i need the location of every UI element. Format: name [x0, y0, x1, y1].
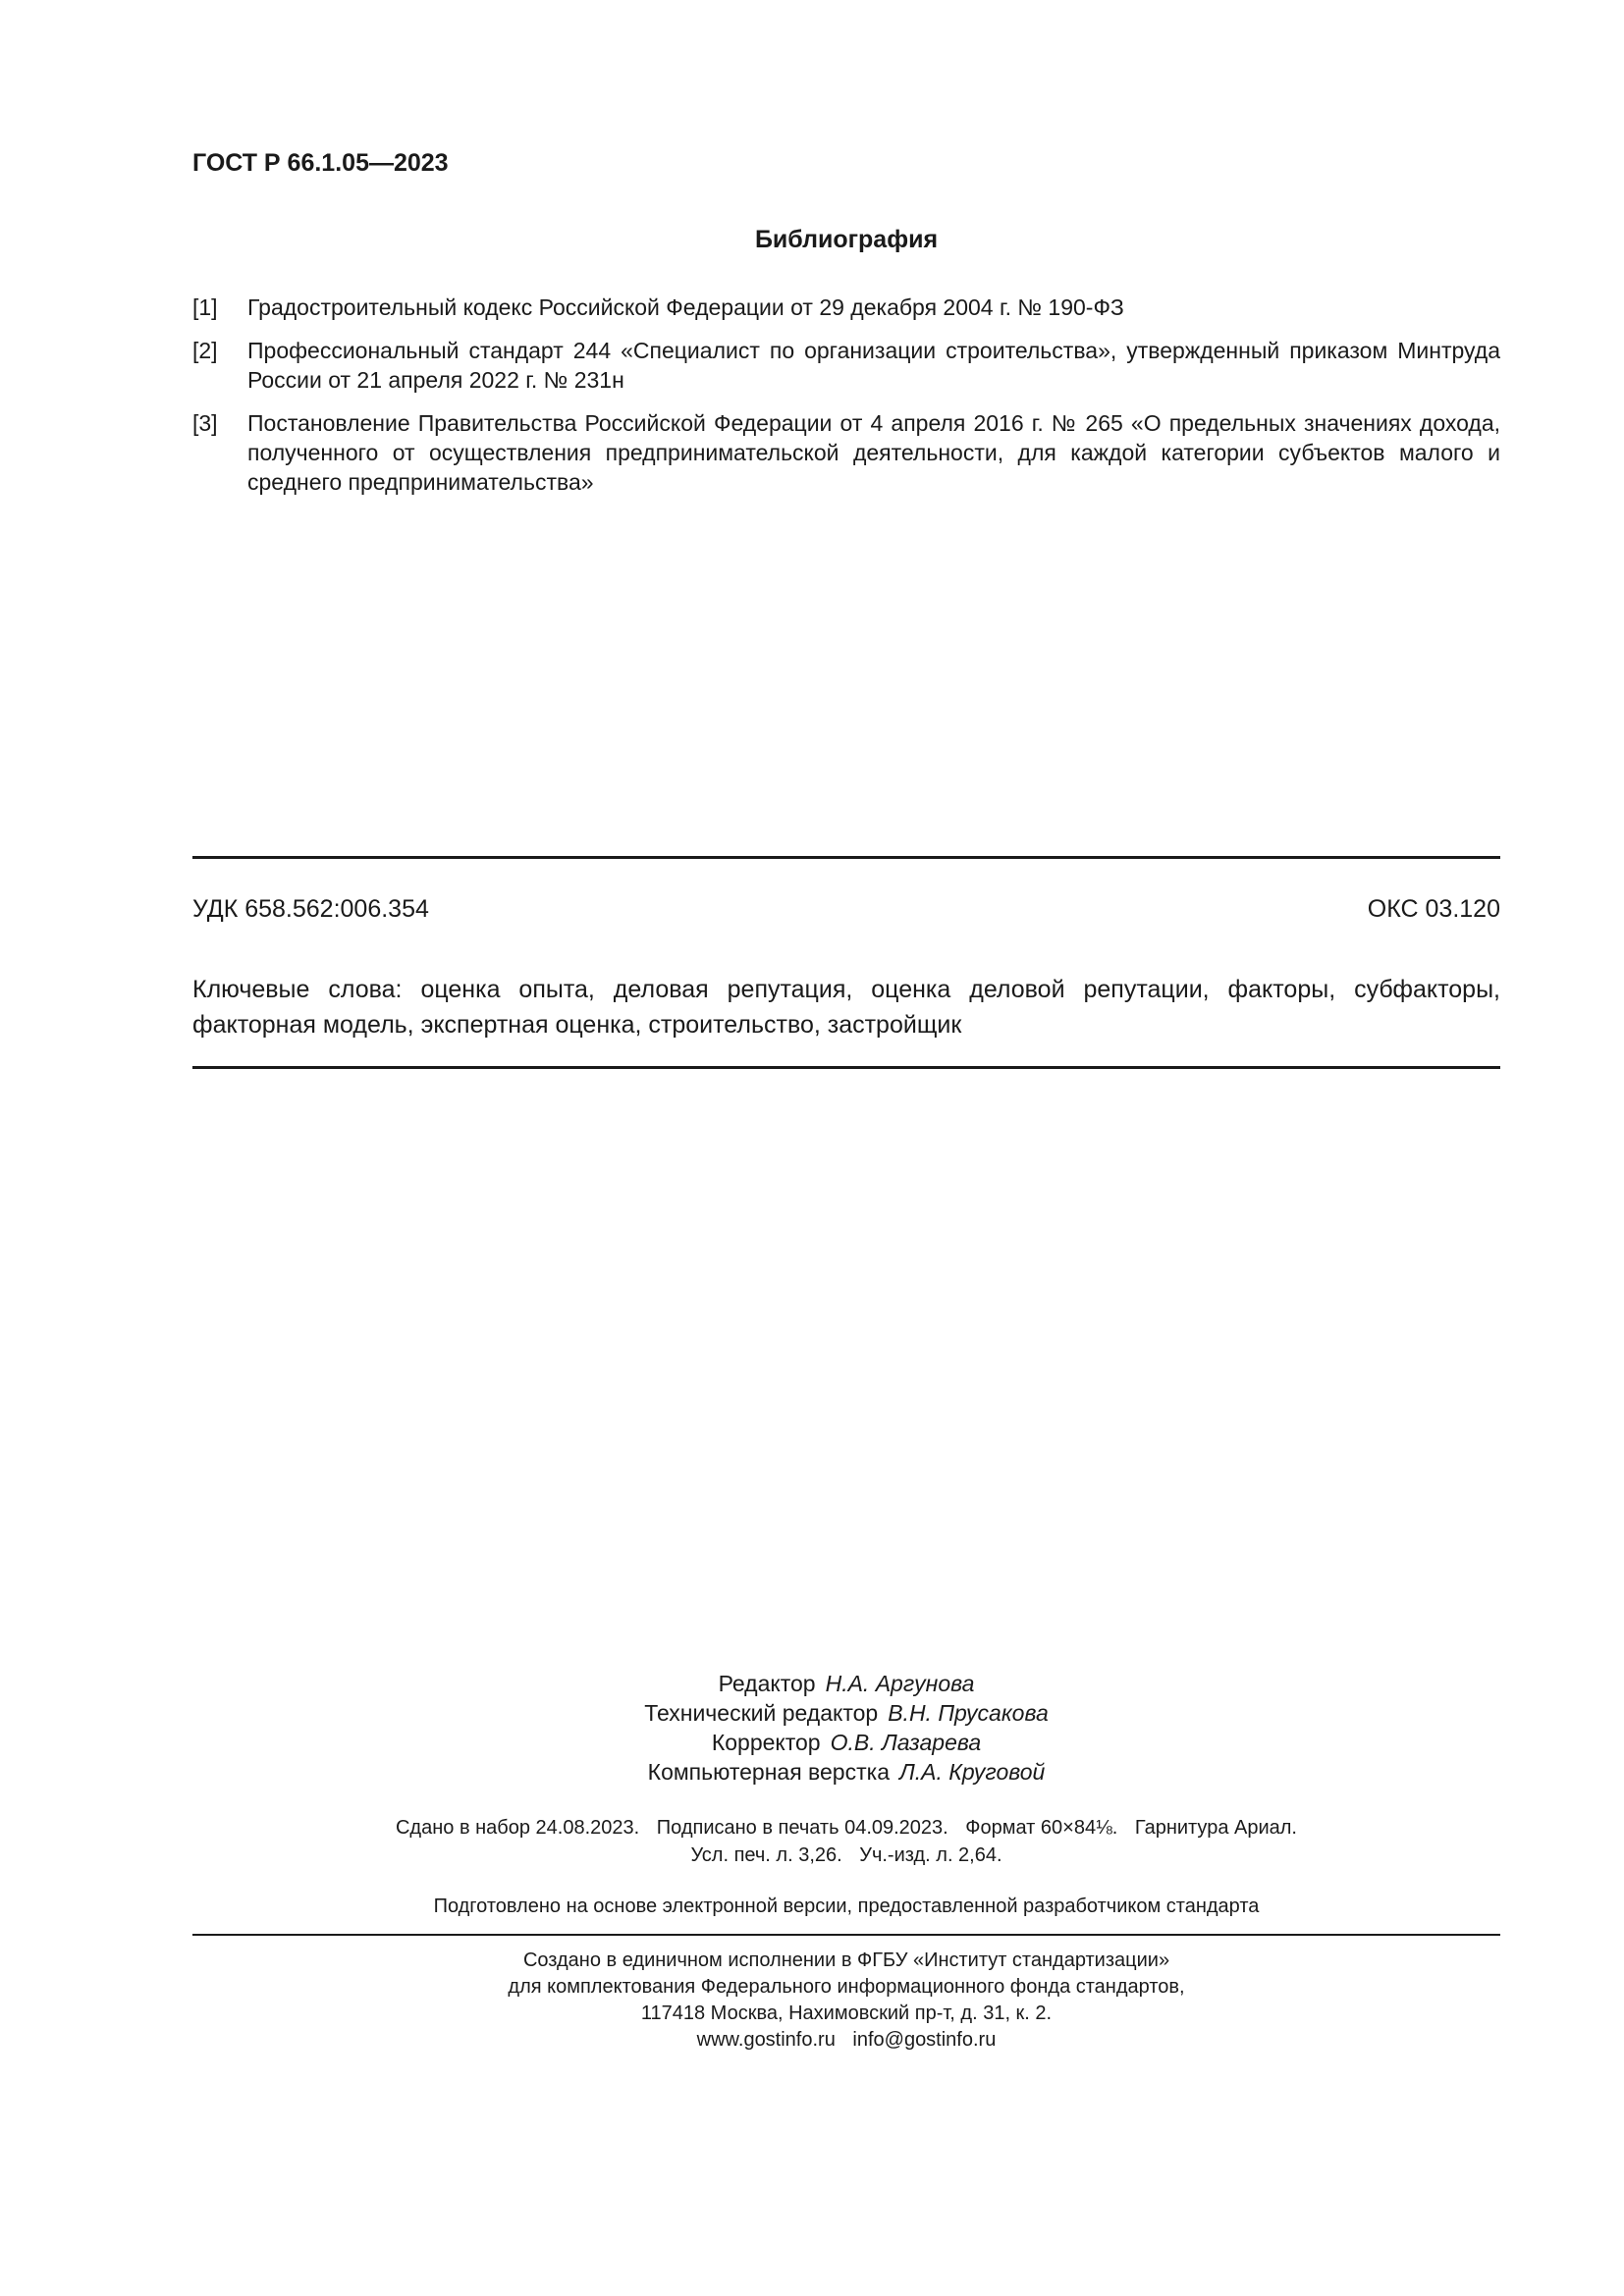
- editorial-credits: [192, 1669, 1500, 1787]
- publisher-info: [192, 1948, 1500, 2054]
- bibliography-item-number: [3]: [192, 410, 218, 436]
- bibliography-title: Библиография: [754, 226, 939, 253]
- print-info-line: [192, 1842, 1500, 1869]
- publisher-line: для комплектования Федерального информационного фонда стандартов,: [508, 1976, 1185, 1998]
- publisher-contacts: [192, 2027, 1500, 2054]
- print-info: [192, 1814, 1500, 1869]
- bibliography-item-number: [2]: [192, 338, 218, 363]
- website-link[interactable]: www.gostinfo.ru: [696, 2029, 836, 2051]
- print-date: Подписано в печать 04.09.2023.: [656, 1817, 948, 1839]
- credit-name: О.В. Лазарева: [830, 1730, 982, 1755]
- oks-code: ОКС 03.120: [1367, 895, 1500, 923]
- bibliography-item-number: [1]: [192, 294, 218, 320]
- bibliography-item-text: Градостроительный кодекс Российской Федерации от 29 декабря 2004 г. № 190-ФЗ: [247, 294, 1124, 320]
- paper-format: Формат 60×84⅛.: [965, 1817, 1118, 1839]
- credit-proofreader: [192, 1728, 1500, 1757]
- bibliography-item: [192, 336, 1500, 395]
- publisher-line: Создано в единичном исполнении в ФГБУ «Институт стандартизации»: [522, 1949, 1170, 1971]
- prepared-note: Подготовлено на основе электронной версии, предоставленной разработчиком стандарта: [433, 1896, 1260, 1917]
- typeface: Гарнитура Ариал.: [1134, 1817, 1297, 1839]
- credit-editor: [192, 1669, 1500, 1698]
- credit-name: В.Н. Прусакова: [888, 1700, 1049, 1726]
- divider-top: [192, 856, 1500, 859]
- bibliography-item: [192, 293, 1500, 322]
- bibliography-item-text: Профессиональный стандарт 244 «Специалист по организации строительства», утвержденный приказом Минтруда России от 21 апреля 2022 г. № 231н: [247, 338, 1500, 393]
- bibliography-list: [192, 293, 1500, 510]
- credit-role: Редактор: [718, 1671, 816, 1696]
- credit-name: Н.А. Аргунова: [825, 1671, 975, 1696]
- divider-middle: [192, 1066, 1500, 1069]
- bibliography-item-text: Постановление Правительства Российской Федерации от 4 апреля 2016 г. № 265 «О предельных значениях дохода, полученного от осуществления предпринимательской деятельности, для каждой категории субъектов малого и среднего предпринимательства»: [247, 410, 1500, 495]
- classification-row: [192, 895, 1500, 924]
- credit-role: Компьютерная верстка: [647, 1759, 890, 1785]
- email-link[interactable]: info@gostinfo.ru: [852, 2029, 997, 2051]
- print-info-line: [192, 1814, 1500, 1842]
- credit-technical-editor: [192, 1698, 1500, 1728]
- standard-number: ГОСТ Р 66.1.05—2023: [192, 149, 449, 177]
- credit-role: Технический редактор: [644, 1700, 879, 1726]
- keywords: Ключевые слова: оценка опыта, деловая репутация, оценка деловой репутации, факторы, субфакторы, факторная модель, экспертная оценка, строительство, застройщик: [192, 976, 1500, 1039]
- printed-sheets: Усл. печ. л. 3,26.: [690, 1844, 842, 1866]
- bibliography-item: [192, 408, 1500, 497]
- udk-code: УДК 658.562:006.354: [192, 895, 429, 923]
- publisher-address: 117418 Москва, Нахимовский пр-т, д. 31, к. 2.: [640, 2002, 1053, 2024]
- credit-role: Корректор: [711, 1730, 821, 1755]
- divider-bottom: [192, 1934, 1500, 1936]
- credit-layout: [192, 1757, 1500, 1787]
- credit-name: Л.А. Круговой: [899, 1759, 1046, 1785]
- publisher-sheets: Уч.-изд. л. 2,64.: [859, 1844, 1002, 1866]
- typeset-date: Сдано в набор 24.08.2023.: [395, 1817, 640, 1839]
